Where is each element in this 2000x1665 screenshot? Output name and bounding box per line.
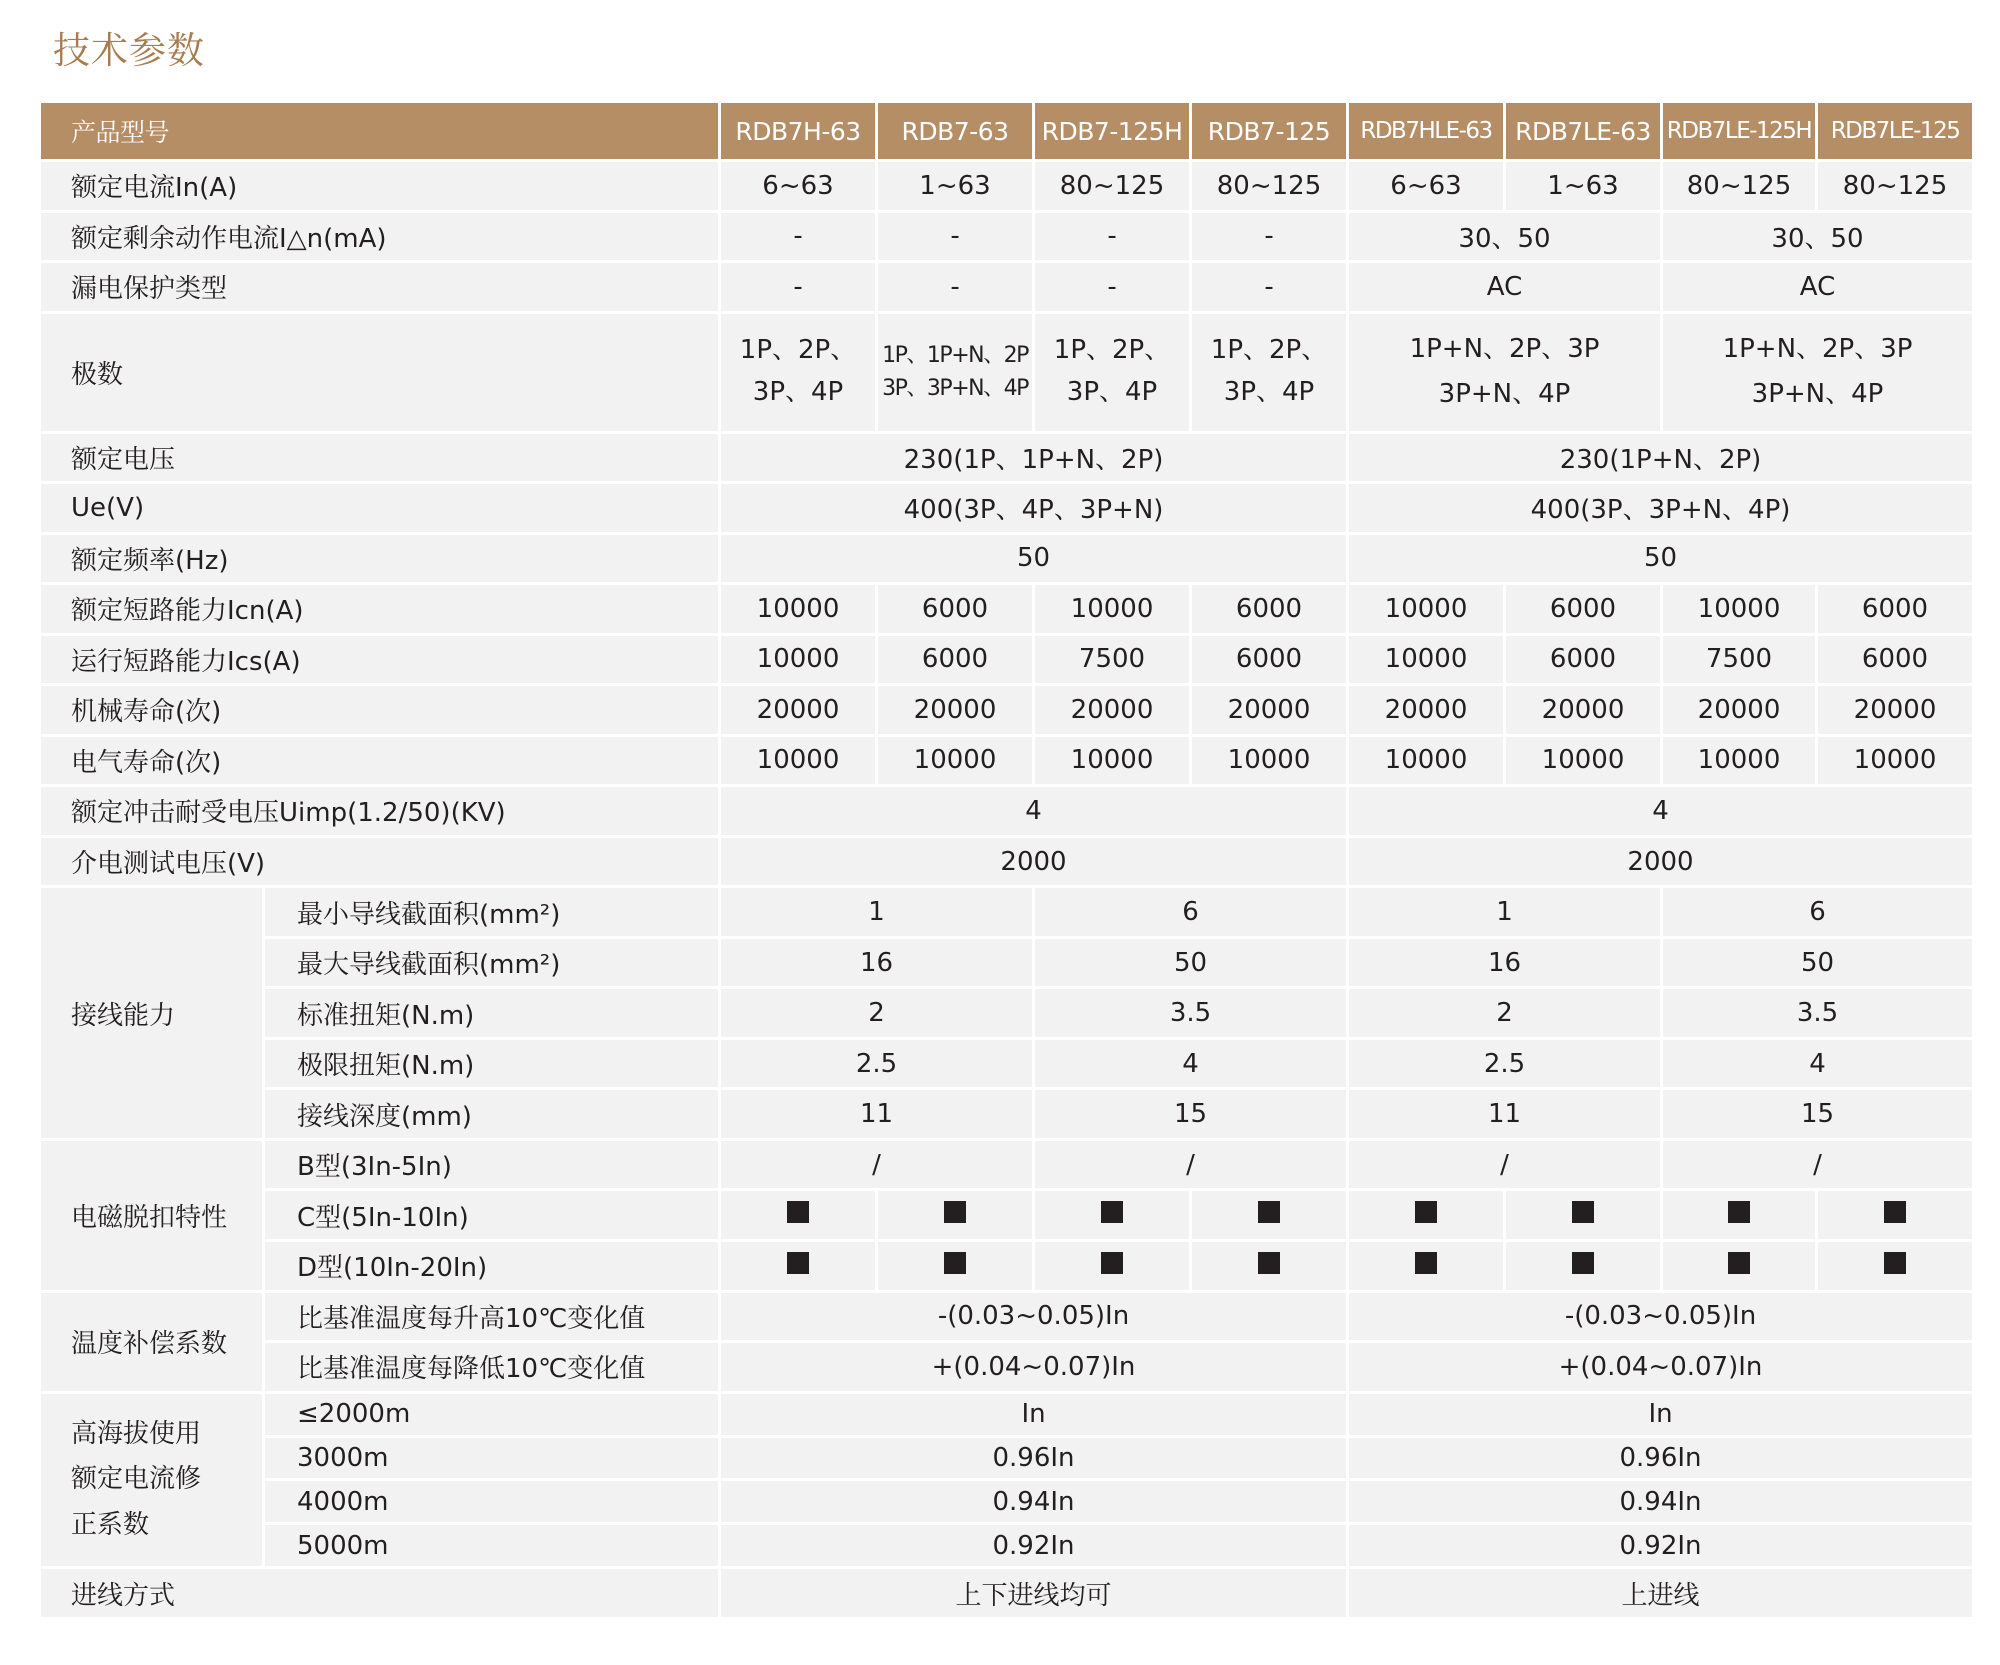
table-cell: - bbox=[878, 213, 1032, 261]
table-cell: 50 bbox=[1349, 535, 1972, 583]
table-row bbox=[41, 838, 1972, 886]
cell-line: 1P+N、2P、3P bbox=[1409, 333, 1600, 364]
cell-line: 3P、4P bbox=[752, 377, 844, 408]
table-cell: 10000 bbox=[1663, 737, 1815, 785]
table-cell: 6000 bbox=[1192, 636, 1346, 684]
header-label: 产品型号 bbox=[41, 103, 718, 159]
row-label: 额定电流In(A) bbox=[41, 162, 718, 210]
filled-square-icon bbox=[1415, 1201, 1437, 1223]
table-cell: 80~125 bbox=[1663, 162, 1815, 210]
table-cell: In bbox=[1349, 1394, 1972, 1435]
table-cell: 16 bbox=[1349, 939, 1660, 987]
spec-table bbox=[38, 100, 1975, 1620]
table-cell: 6000 bbox=[1192, 585, 1346, 633]
filled-square-icon bbox=[1101, 1252, 1123, 1274]
cell-line: 3P、4P bbox=[1223, 377, 1315, 408]
table-cell: 3.5 bbox=[1663, 989, 1972, 1037]
table-cell: 0.92In bbox=[1349, 1525, 1972, 1566]
table-cell: 230(1P+N、2P) bbox=[1349, 434, 1972, 482]
table-cell: 1 bbox=[721, 888, 1032, 936]
table-cell: 上下进线均可 bbox=[721, 1569, 1346, 1617]
cell-line: 1P+N、2P、3P bbox=[1722, 333, 1913, 364]
table-cell: / bbox=[1663, 1141, 1972, 1189]
cell-line: 3P+N、4P bbox=[1751, 379, 1884, 410]
table-row bbox=[41, 1481, 1972, 1522]
row-label: 介电测试电压(V) bbox=[41, 838, 718, 886]
sub-label: 极限扭矩(N.m) bbox=[265, 1040, 718, 1088]
table-cell bbox=[1506, 1191, 1660, 1239]
filled-square-icon bbox=[1572, 1201, 1594, 1223]
table-cell: 10000 bbox=[1818, 737, 1972, 785]
table-cell: 50 bbox=[721, 535, 1346, 583]
table-cell: In bbox=[721, 1394, 1346, 1435]
table-cell: 11 bbox=[721, 1090, 1032, 1138]
row-label: 额定频率(Hz) bbox=[41, 535, 718, 583]
table-row bbox=[41, 484, 1972, 532]
table-cell: 2.5 bbox=[1349, 1040, 1660, 1088]
table-cell: 30、50 bbox=[1349, 213, 1660, 261]
table-cell: 7500 bbox=[1663, 636, 1815, 684]
table-cell bbox=[878, 1191, 1032, 1239]
table-cell: - bbox=[1035, 213, 1189, 261]
table-cell: 1 bbox=[1349, 888, 1660, 936]
table-cell: 15 bbox=[1663, 1090, 1972, 1138]
table-cell: 400(3P、3P+N、4P) bbox=[1349, 484, 1972, 532]
table-cell: 上进线 bbox=[1349, 1569, 1972, 1617]
table-row bbox=[41, 1090, 1972, 1138]
table-cell bbox=[1663, 1191, 1815, 1239]
table-cell: 20000 bbox=[1818, 686, 1972, 734]
table-cell bbox=[1506, 1242, 1660, 1290]
table-cell: 20000 bbox=[721, 686, 875, 734]
sub-label: 最小导线截面积(mm²) bbox=[265, 888, 718, 936]
table-cell: 10000 bbox=[1192, 737, 1346, 785]
sub-label: B型(3In-5In) bbox=[265, 1141, 718, 1189]
table-cell: 2 bbox=[1349, 989, 1660, 1037]
table-cell: -(0.03~0.05)In bbox=[721, 1293, 1346, 1341]
row-label: 额定电压 bbox=[41, 434, 718, 482]
row-label: 电气寿命(次) bbox=[41, 737, 718, 785]
table-cell: 10000 bbox=[721, 585, 875, 633]
table-row bbox=[41, 585, 1972, 633]
group-label: 电磁脱扣特性 bbox=[41, 1141, 262, 1290]
table-row bbox=[41, 1525, 1972, 1566]
table-cell bbox=[878, 314, 1032, 431]
table-cell: / bbox=[721, 1141, 1032, 1189]
table-cell: 7500 bbox=[1035, 636, 1189, 684]
page-title: 技术参数 bbox=[53, 29, 205, 72]
table-cell bbox=[1663, 314, 1972, 431]
table-cell: 6000 bbox=[1818, 636, 1972, 684]
sub-label: D型(10In-20In) bbox=[265, 1242, 718, 1290]
table-cell: 30、50 bbox=[1663, 213, 1972, 261]
model-header: RDB7-63 bbox=[878, 103, 1032, 159]
table-cell bbox=[1663, 1242, 1815, 1290]
row-label: 额定短路能力Icn(A) bbox=[41, 585, 718, 633]
table-row bbox=[41, 737, 1972, 785]
table-cell: 6000 bbox=[1818, 585, 1972, 633]
table-row bbox=[41, 263, 1972, 311]
table-row bbox=[41, 1438, 1972, 1479]
table-row bbox=[41, 989, 1972, 1037]
table-cell: 16 bbox=[721, 939, 1032, 987]
table-row bbox=[41, 162, 1972, 210]
filled-square-icon bbox=[1884, 1201, 1906, 1223]
table-cell: 80~125 bbox=[1192, 162, 1346, 210]
table-cell: 10000 bbox=[878, 737, 1032, 785]
filled-square-icon bbox=[1728, 1252, 1750, 1274]
table-cell: 0.96In bbox=[1349, 1438, 1972, 1479]
row-label: 额定剩余动作电流I△n(mA) bbox=[41, 213, 718, 261]
filled-square-icon bbox=[1572, 1252, 1594, 1274]
table-cell: 20000 bbox=[878, 686, 1032, 734]
table-cell: 6~63 bbox=[721, 162, 875, 210]
table-cell: 6 bbox=[1035, 888, 1346, 936]
cell-line: 1P、2P、 bbox=[739, 335, 857, 366]
table-cell bbox=[1192, 1242, 1346, 1290]
model-header: RDB7LE-125H bbox=[1663, 103, 1815, 159]
sub-label: 比基准温度每降低10℃变化值 bbox=[265, 1343, 718, 1391]
table-row bbox=[41, 939, 1972, 987]
filled-square-icon bbox=[1101, 1201, 1123, 1223]
table-cell: 1~63 bbox=[878, 162, 1032, 210]
table-cell: 80~125 bbox=[1035, 162, 1189, 210]
table-cell: 0.96In bbox=[721, 1438, 1346, 1479]
group-label bbox=[41, 1394, 262, 1567]
table-cell bbox=[1349, 1191, 1503, 1239]
table-cell: 50 bbox=[1663, 939, 1972, 987]
group-label: 温度补偿系数 bbox=[41, 1293, 262, 1391]
sub-label: 3000m bbox=[265, 1438, 718, 1479]
sub-label: 接线深度(mm) bbox=[265, 1090, 718, 1138]
table-cell: - bbox=[721, 263, 875, 311]
table-cell: - bbox=[878, 263, 1032, 311]
table-cell: 4 bbox=[1663, 1040, 1972, 1088]
table-cell: - bbox=[1192, 213, 1346, 261]
table-cell: - bbox=[1035, 263, 1189, 311]
row-label: 极数 bbox=[41, 314, 718, 431]
table-row bbox=[41, 1141, 1972, 1189]
cell-line: 1P、2P、 bbox=[1210, 335, 1328, 366]
sub-label: 最大导线截面积(mm²) bbox=[265, 939, 718, 987]
row-label: Ue(V) bbox=[41, 484, 718, 532]
sub-label: 4000m bbox=[265, 1481, 718, 1522]
table-cell: 10000 bbox=[721, 737, 875, 785]
table-cell: 4 bbox=[721, 787, 1346, 835]
model-header: RDB7LE-125 bbox=[1818, 103, 1972, 159]
sub-label: 标准扭矩(N.m) bbox=[265, 989, 718, 1037]
table-cell: 1~63 bbox=[1506, 162, 1660, 210]
table-cell: 0.92In bbox=[721, 1525, 1346, 1566]
sub-label: 5000m bbox=[265, 1525, 718, 1566]
table-cell: 2000 bbox=[1349, 838, 1972, 886]
sub-label: 比基准温度每升高10℃变化值 bbox=[265, 1293, 718, 1341]
table-cell: 80~125 bbox=[1818, 162, 1972, 210]
table-cell: 400(3P、4P、3P+N) bbox=[721, 484, 1346, 532]
table-cell: 6000 bbox=[878, 636, 1032, 684]
table-cell: 20000 bbox=[1349, 686, 1503, 734]
table-cell: 0.94In bbox=[721, 1481, 1346, 1522]
filled-square-icon bbox=[1258, 1201, 1280, 1223]
table-cell bbox=[878, 1242, 1032, 1290]
table-cell: 11 bbox=[1349, 1090, 1660, 1138]
table-row bbox=[41, 1293, 1972, 1341]
table-cell: 2.5 bbox=[721, 1040, 1032, 1088]
table-row bbox=[41, 1569, 1972, 1617]
table-cell bbox=[1192, 1191, 1346, 1239]
model-header: RDB7H-63 bbox=[721, 103, 875, 159]
table-cell: 230(1P、1P+N、2P) bbox=[721, 434, 1346, 482]
table-cell: 0.94In bbox=[1349, 1481, 1972, 1522]
table-cell: / bbox=[1349, 1141, 1660, 1189]
table-row bbox=[41, 1394, 1972, 1435]
cell-line: 3P、3P+N、4P bbox=[882, 376, 1028, 402]
table-cell: 6~63 bbox=[1349, 162, 1503, 210]
model-header: RDB7LE-63 bbox=[1506, 103, 1660, 159]
cell-line: 3P、4P bbox=[1066, 377, 1158, 408]
filled-square-icon bbox=[944, 1201, 966, 1223]
table-cell: 10000 bbox=[1506, 737, 1660, 785]
table-cell: 2000 bbox=[721, 838, 1346, 886]
table-row bbox=[41, 314, 1972, 431]
row-label: 机械寿命(次) bbox=[41, 686, 718, 734]
table-cell: 6000 bbox=[878, 585, 1032, 633]
table-cell: 50 bbox=[1035, 939, 1346, 987]
table-cell: 10000 bbox=[1035, 585, 1189, 633]
table-cell bbox=[721, 1191, 875, 1239]
sub-label: ≤2000m bbox=[265, 1394, 718, 1435]
table-cell: 20000 bbox=[1035, 686, 1189, 734]
filled-square-icon bbox=[1415, 1252, 1437, 1274]
table-cell: / bbox=[1035, 1141, 1346, 1189]
table-cell: 10000 bbox=[721, 636, 875, 684]
group-label-line: 高海拔使用 bbox=[71, 1418, 202, 1449]
group-label-line: 正系数 bbox=[71, 1509, 150, 1540]
table-cell bbox=[1035, 1242, 1189, 1290]
model-header: RDB7-125 bbox=[1192, 103, 1346, 159]
group-label-line: 额定电流修 bbox=[71, 1464, 202, 1495]
table-cell: 6 bbox=[1663, 888, 1972, 936]
table-cell: - bbox=[721, 213, 875, 261]
table-cell: 6000 bbox=[1506, 636, 1660, 684]
table-cell: -(0.03~0.05)In bbox=[1349, 1293, 1972, 1341]
row-label: 额定冲击耐受电压Uimp(1.2/50)(KV) bbox=[41, 787, 718, 835]
table-row bbox=[41, 213, 1972, 261]
table-cell: 4 bbox=[1035, 1040, 1346, 1088]
table-row bbox=[41, 1040, 1972, 1088]
cell-line: 3P+N、4P bbox=[1438, 379, 1571, 410]
table-row bbox=[41, 434, 1972, 482]
model-header: RDB7HLE-63 bbox=[1349, 103, 1503, 159]
table-cell bbox=[1818, 1242, 1972, 1290]
table-cell: 20000 bbox=[1506, 686, 1660, 734]
cell-line: 1P、1P+N、2P bbox=[882, 343, 1028, 369]
table-row bbox=[41, 535, 1972, 583]
table-row bbox=[41, 888, 1972, 936]
filled-square-icon bbox=[787, 1252, 809, 1274]
filled-square-icon bbox=[1258, 1252, 1280, 1274]
filled-square-icon bbox=[1728, 1201, 1750, 1223]
table-cell bbox=[1349, 314, 1660, 431]
table-cell: 10000 bbox=[1035, 737, 1189, 785]
table-row bbox=[41, 1191, 1972, 1239]
table-row bbox=[41, 686, 1972, 734]
table-cell: 10000 bbox=[1349, 636, 1503, 684]
table-row bbox=[41, 636, 1972, 684]
table-cell bbox=[1349, 1242, 1503, 1290]
header-row bbox=[41, 103, 1972, 159]
table-cell: 10000 bbox=[1349, 737, 1503, 785]
table-cell: 6000 bbox=[1506, 585, 1660, 633]
sub-label: C型(5In-10In) bbox=[265, 1191, 718, 1239]
table-cell: 20000 bbox=[1663, 686, 1815, 734]
row-label: 进线方式 bbox=[41, 1569, 718, 1617]
filled-square-icon bbox=[1884, 1252, 1906, 1274]
row-label: 运行短路能力Ics(A) bbox=[41, 636, 718, 684]
model-header: RDB7-125H bbox=[1035, 103, 1189, 159]
table-cell: 10000 bbox=[1663, 585, 1815, 633]
filled-square-icon bbox=[787, 1201, 809, 1223]
table-cell bbox=[721, 314, 875, 431]
table-cell: AC bbox=[1349, 263, 1660, 311]
table-cell: +(0.04~0.07)In bbox=[1349, 1343, 1972, 1391]
table-cell bbox=[1818, 1191, 1972, 1239]
table-cell: 10000 bbox=[1349, 585, 1503, 633]
row-label: 漏电保护类型 bbox=[41, 263, 718, 311]
table-row bbox=[41, 787, 1972, 835]
group-label: 接线能力 bbox=[41, 888, 262, 1138]
table-cell: 3.5 bbox=[1035, 989, 1346, 1037]
table-cell: 2 bbox=[721, 989, 1032, 1037]
table-cell: 4 bbox=[1349, 787, 1972, 835]
table-row bbox=[41, 1343, 1972, 1391]
table-cell bbox=[1035, 1191, 1189, 1239]
table-cell: +(0.04~0.07)In bbox=[721, 1343, 1346, 1391]
cell-line: 1P、2P、 bbox=[1053, 335, 1171, 366]
table-cell: - bbox=[1192, 263, 1346, 311]
table-cell: AC bbox=[1663, 263, 1972, 311]
table-cell: 20000 bbox=[1192, 686, 1346, 734]
table-cell bbox=[721, 1242, 875, 1290]
table-cell bbox=[1192, 314, 1346, 431]
filled-square-icon bbox=[944, 1252, 966, 1274]
table-cell: 15 bbox=[1035, 1090, 1346, 1138]
table-row bbox=[41, 1242, 1972, 1290]
table-cell bbox=[1035, 314, 1189, 431]
